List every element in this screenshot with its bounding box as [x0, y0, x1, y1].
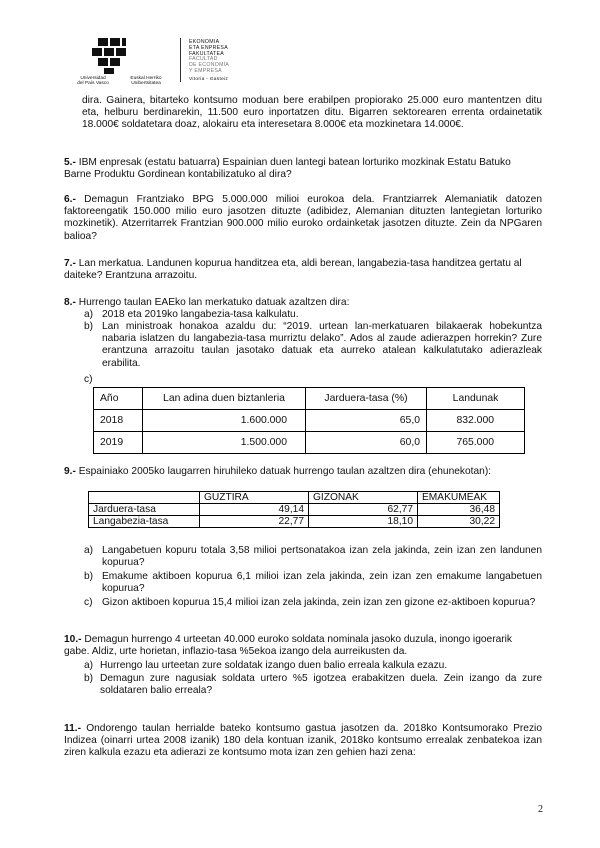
question-10-b-text: Demagun zure nagusiak soldata urtero %5 igotzea erabakitzen duela. Zein izango da zure soldataren balio erreala?: [100, 673, 542, 697]
faculty-es-2: DE ECONOMÍA: [189, 62, 230, 69]
univ-line2: del País Vasco: [77, 81, 109, 87]
faculty-es-3: Y EMPRESA: [189, 67, 222, 74]
question-8: [64, 297, 544, 309]
question-5-text: IBM enpresak (estatu batuarra) Espainian duen lantegi batean lorturiko mozkinak Estatu Batuko Barne Produktu Gordinean kontabilizatuko al dira?: [64, 157, 511, 181]
question-8-c-label: c): [84, 374, 93, 385]
table-header-cell: Año: [94, 388, 143, 410]
intro-paragraph: dira. Gainera, bitarteko kontsumo moduan bere erabilpen propiorako 25.000 euro mantentzen ditu eta, helburu berdinarekin, 11.500 euro inportatzen ditu. Bigarren sektorearen errenta ordainetatik 18.000€ soldatetara doaz, alokairu eta interesetara 8.000€ eta mozkinetara 14.000€.: [82, 95, 542, 131]
table-cell: Langabezia-tasa: [89, 516, 200, 528]
table-cell: 62,77: [309, 504, 418, 516]
question-8-b-text: Lan ministroak honakoa azaldu du: “2019. urtean lan-merkatuaren bilakaerak hobekuntza nabaria islatzen du langabezia-tasa murriztu delako”. Ados al zaude adierazpen horrekin? Zure erantzuna arrazoitu taulan jasotako datuak eta aurreko atalean kalkulatutako adierazleak erabilita.: [102, 321, 542, 369]
table-cell: 36,48: [418, 504, 500, 516]
faculty-eu-2: ETA ENPRESA: [189, 44, 228, 51]
question-8-a-text: 2018 eta 2019ko langabezia-tasa kalkulatu.: [102, 309, 299, 320]
university-logo: [68, 36, 178, 92]
table-cell: 1.500.000: [143, 432, 306, 454]
logo-divider: [180, 38, 181, 82]
table-cell: 2018: [94, 410, 143, 432]
table-cell: 18,10: [309, 516, 418, 528]
question-9: [64, 466, 544, 478]
question-6-number: 6.-: [64, 194, 76, 205]
question-10-number: 10.-: [64, 634, 82, 645]
table-cell: 22,77: [200, 516, 309, 528]
question-9-text: Espainiako 2005ko laugarren hiruhileko datuak hurrengo taulan azaltzen dira (ehunekotan):: [78, 466, 492, 477]
question-9-number: 9.-: [64, 466, 76, 477]
upv-ehu-emblem-icon: [68, 36, 178, 76]
table-header-cell: GIZONAK: [309, 492, 418, 504]
question-5-number: 5.-: [64, 157, 76, 168]
table-cell: 2019: [94, 432, 143, 454]
table-row: [89, 516, 500, 528]
question-10-text: Demagun hurrengo 4 urteetan 40.000 euroko soldata nominala jasoko duzula, inongo igoerarik gabe. Aldiz, urte horietan, inflazio-tasa %5ekoa izango dela aurreikusten da.: [64, 634, 513, 658]
university-name-es: [68, 76, 118, 87]
question-8-text: Hurrengo taulan EAEko lan merkatuko datuak azaltzen dira:: [78, 297, 350, 308]
question-9-a-label: a): [84, 545, 94, 556]
question-11-number: 11.-: [64, 723, 81, 734]
table-header-row: [94, 388, 525, 410]
table-cell: 49,14: [200, 504, 309, 516]
table-row: [89, 504, 500, 516]
question-8-a-label: a): [84, 309, 94, 320]
page-number: 2: [538, 804, 543, 815]
table-row: [94, 410, 525, 432]
question-11: [64, 723, 542, 760]
question-9-c-label: c): [84, 597, 93, 608]
question-10-b-label: b): [84, 673, 94, 684]
question-9-c-text: Gizon aktiboen kopurua 15,4 milioi izan zela jakinda, zein izan zen gizone ez-aktiboen kopurua?: [102, 597, 536, 608]
question-6-text: Demagun Frantziako BPG 5.000.000 milioi eurokoa dela. Frantziarrek Alemaniatik datozen faktoreengatik 150.000 milio euro jasotzen dituzte (adibidez, Alemanian dituzten lantegietan lorturiko mozkinetik). Atzerritarrek Frantzian 900.000 milio euroko ordainketak jasotzen dituzte. Zein da NPGaren balioa?: [64, 194, 542, 242]
table-cell: 60,0: [306, 432, 427, 454]
campus-name: Vitoria - Gasteiz: [189, 76, 229, 82]
question-10-a-label: a): [84, 660, 94, 671]
table-header-cell: Lan adina duen biztanleria: [143, 388, 306, 410]
table-cell: Jarduera-tasa: [89, 504, 200, 516]
university-name-eu: [118, 76, 174, 87]
question-5: [64, 157, 534, 181]
table-header-cell: [89, 492, 200, 504]
faculty-es-1: FACULTAD: [189, 56, 218, 63]
question-9-a-text: Langabetuen kopuru totala 3,58 milioi pertsonatakoa izan zela jakinda, zein izan zen landunen kopurua?: [102, 545, 542, 569]
eusk-line1: Euskal Herriko: [130, 76, 162, 81]
question-6: [64, 194, 542, 243]
question-7-text: Lan merkatua. Landunen kopurua handitzea eta, aldi berean, langabezia-tasa handitzea gertatu al daiteke? Erantzuna arrazoitu.: [64, 258, 522, 282]
table-header-cell: EMAKUMEAK: [418, 492, 500, 504]
question-7-number: 7.-: [64, 258, 76, 269]
table-cell: 1.600.000: [143, 410, 306, 432]
faculty-eu-1: EKONOMIA: [189, 39, 220, 45]
faculty-eu-3: FAKULTATEA: [189, 50, 224, 57]
question-8-b-label: b): [84, 321, 94, 332]
faculty-name: [189, 40, 229, 83]
table-cell: 832.000: [427, 410, 525, 432]
table-cell: 30,22: [418, 516, 500, 528]
labour-market-table: [93, 387, 525, 454]
table-header-cell: Jarduera-tasa (%): [306, 388, 427, 410]
table-cell: 65,0: [306, 410, 427, 432]
table-header-row: [89, 492, 500, 504]
table-cell: 765.000: [427, 432, 525, 454]
question-8-number: 8.-: [64, 297, 76, 308]
spain-activity-table: [88, 491, 500, 528]
question-9-b-text: Emakume aktiboen kopurua 6,1 milioi izan zela jakinda, zein izan zen emakume langabetuen kopurua?: [102, 571, 542, 595]
table-header-cell: GUZTIRA: [200, 492, 309, 504]
question-11-text: Ondorengo taulan herrialde bateko kontsumo gastua jasotzen da. 2018ko Kontsumorako Prezio Indizea (oinarri urtea 2008 izanik) 180 dela kontuan izanik, 2018ko kontsumo errealak zenbatekoa izan ziren kalkula ezazu eta adierazi ze kontsumo mota izan zen gehien hazi zena:: [64, 723, 542, 759]
question-10-a-text: Hurrengo lau urteetan zure soldatak izango duen balio erreala kalkula ezazu.: [100, 660, 448, 671]
question-7: [64, 258, 544, 282]
question-9-b-label: b): [84, 571, 94, 582]
question-10: [64, 634, 534, 658]
table-header-cell: Landunak: [427, 388, 525, 410]
table-row: [94, 432, 525, 454]
univ-line1: Universidad: [80, 76, 106, 81]
eusk-line2: Unibertsitatea: [131, 81, 161, 87]
